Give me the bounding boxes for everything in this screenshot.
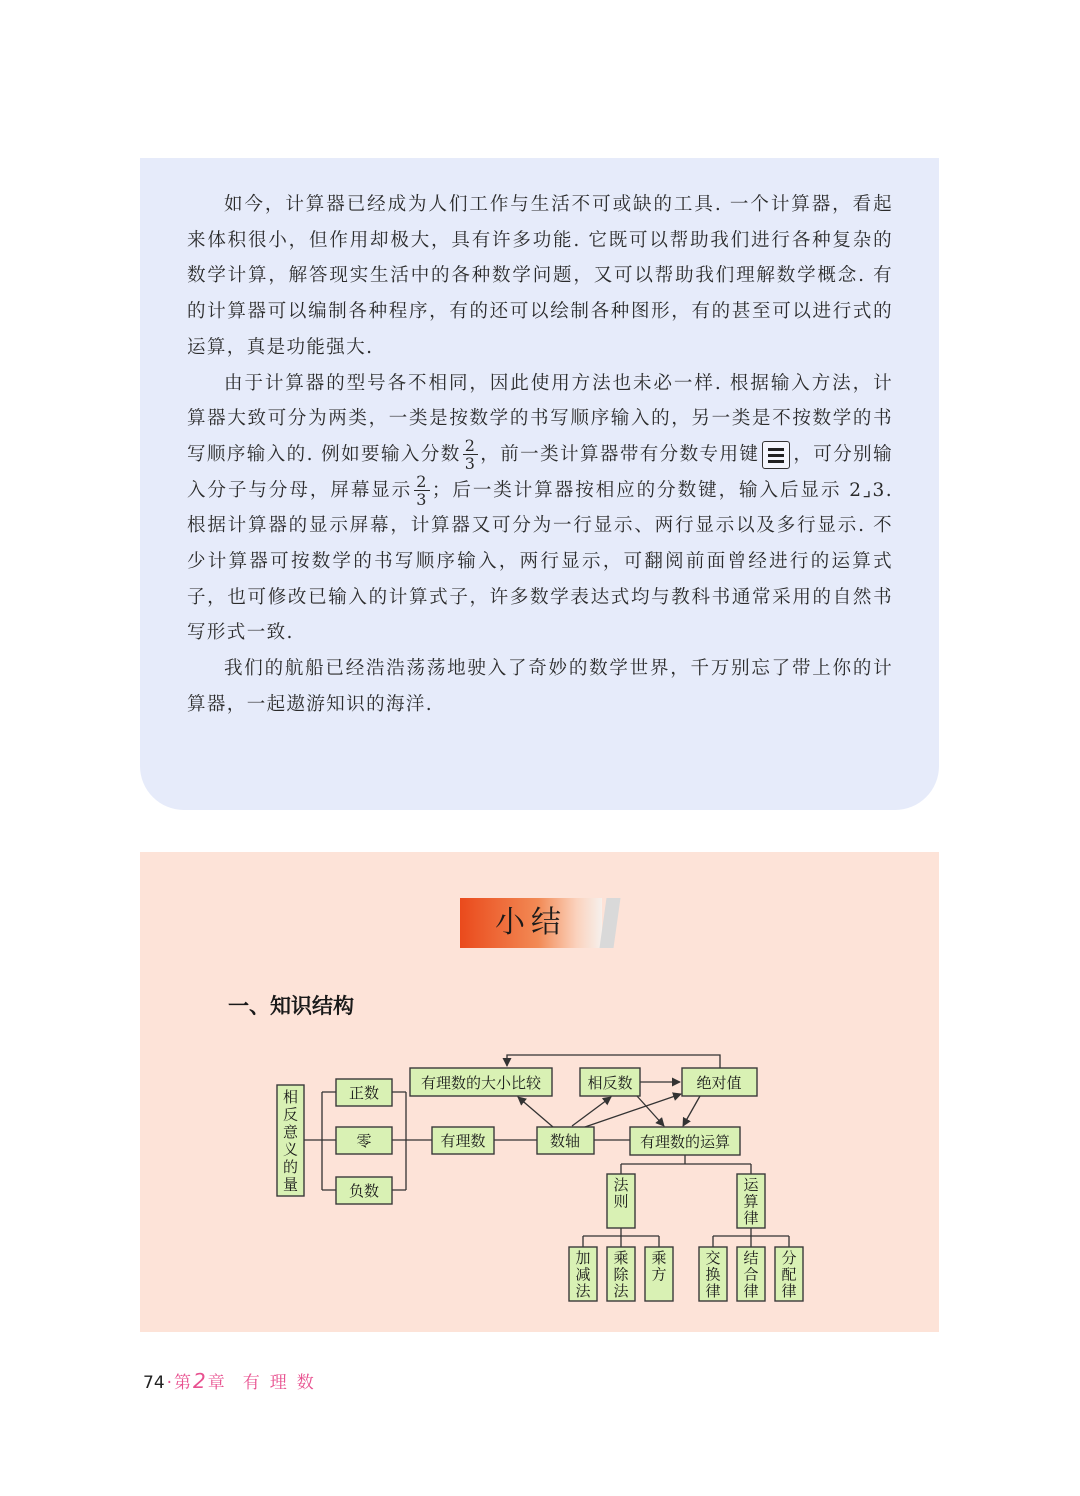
node-yunsuan	[630, 1127, 740, 1155]
svg-text:数轴: 数轴	[549, 1132, 581, 1150]
reading-paragraph-1: 如今，计算器已经成为人们工作与生活不可或缺的工具. 一个计算器，看起来体积很小，但作用却极大，具有许多功能. 它既可以帮助我们进行各种复杂的数学计算，解答现实生活中的各种数学问题，又可以帮助我们理解数学概念. 有的计算器可以编制各种程序，有的还可以绘制各种图形，有的甚至可以进行式的运算，真是功能强大.	[187, 194, 893, 358]
svg-text:分配律: 分配律	[781, 1249, 797, 1300]
summary-title: 小结	[495, 905, 567, 940]
node-jiehe	[737, 1247, 765, 1301]
svg-text:负数: 负数	[348, 1182, 380, 1200]
node-fushu	[336, 1177, 392, 1204]
node-chengfang	[645, 1247, 673, 1301]
node-daxiao-bijiao	[410, 1068, 552, 1096]
svg-text:结合律: 结合律	[743, 1249, 759, 1300]
node-xiangfan-yiyi	[277, 1085, 304, 1196]
chapter-label: 第2章	[174, 1369, 227, 1393]
node-shuzhou	[537, 1127, 594, 1154]
svg-text:乘方: 乘方	[651, 1249, 667, 1284]
node-xiangfanshu	[580, 1068, 640, 1096]
fraction-two-thirds: $\frac{2}{3}$	[464, 436, 477, 474]
svg-text:零: 零	[356, 1132, 372, 1150]
node-zhengshu	[336, 1079, 392, 1106]
svg-text:有理数的运算: 有理数的运算	[639, 1133, 731, 1151]
reading-paragraph-2: 由于计算器的型号各不相同，因此使用方法也未必一样. 根据输入方法，计算器大致可分为两类，一类是按数学的书写顺序输入的，另一类是不按数学的书写顺序输入的. 例如要输入分数 $\frac{2}{3}$ ，前一类计算器带有分数专用键 ，可分别输入分子与分母，屏幕显示 $\frac{2}{3}$ ；后一类计算器按相应的分数键，输入后显示 2⌟3. 根据计算器的显示屏幕，计算器又可分为一行显示、两行显示以及多行显示. 不少计算器可按数学的书写顺序输入，两行显示，可翻阅前面曾经进行的运算式子，也可修改已输入的计算式子，许多数学表达式均与教科书通常采用的自然书写形式一致.	[187, 372, 894, 644]
svg-text:交换律: 交换律	[705, 1249, 721, 1300]
node-label: 相反意义的量	[282, 1088, 299, 1194]
fraction-display: $\frac{2}{3}$	[416, 472, 428, 510]
node-ling	[336, 1127, 392, 1154]
page-number: 74	[143, 1373, 165, 1393]
node-jueduizhi	[682, 1068, 757, 1096]
svg-text:法则: 法则	[613, 1176, 629, 1211]
node-jiajian	[569, 1247, 597, 1301]
svg-text:绝对值: 绝对值	[696, 1074, 742, 1092]
svg-text:正数: 正数	[348, 1084, 380, 1102]
svg-text:有理数的大小比较: 有理数的大小比较	[420, 1074, 542, 1092]
node-chengchu	[607, 1247, 635, 1301]
node-youlishu	[432, 1127, 494, 1154]
node-faze	[607, 1174, 635, 1228]
chapter-title: 有理数	[242, 1373, 324, 1393]
node-jiaohuan	[699, 1247, 727, 1301]
node-fenpei	[775, 1247, 803, 1301]
node-yunsuanlv	[737, 1174, 765, 1228]
svg-text:有理数: 有理数	[440, 1132, 486, 1150]
section-heading: 一、知识结构	[228, 994, 354, 1018]
page-footer: 74 · 第2章 有理数	[143, 1369, 324, 1393]
svg-text:运算律: 运算律	[743, 1176, 759, 1227]
reading-paragraph-3: 我们的航船已经浩浩荡荡地驶入了奇妙的数学世界，千万别忘了带上你的计算器，一起遨游知识的海洋.	[187, 658, 893, 715]
svg-text:加减法: 加减法	[575, 1249, 591, 1300]
svg-text:相反数: 相反数	[587, 1074, 633, 1092]
svg-text:乘除法: 乘除法	[613, 1249, 629, 1300]
